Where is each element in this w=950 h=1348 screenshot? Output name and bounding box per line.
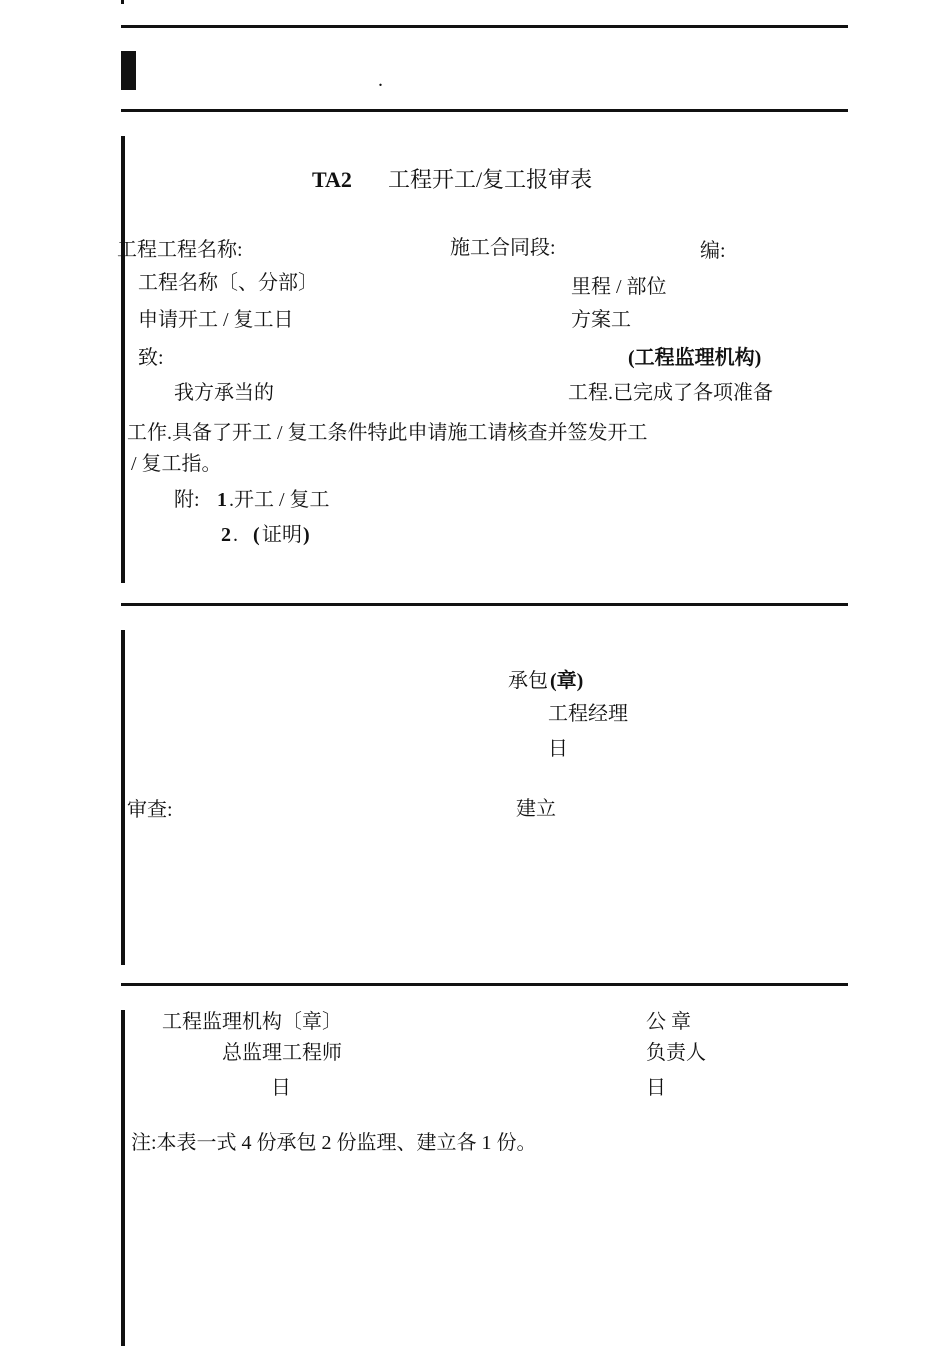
attachment1-text: .开工 / 复工 [229,489,330,511]
sub-project-label: 工程名称〔、分部〕 [138,272,318,294]
attachments-label: 附: [174,489,200,511]
attachment2-paren-open: ( [253,524,260,546]
rule-top [121,25,848,28]
owner-label: 建立 [516,798,556,820]
public-seal-label: 公 章 [646,1011,691,1033]
supervisor-org-seal: 工程监理机构〔章〕 [162,1011,342,1033]
section3-left-border [121,1010,125,1346]
body-line1-a: 我方承当的 [174,382,274,404]
form-note: 注:本表一式 4 份承包 2 份监理、建立各 1 份。 [131,1132,537,1154]
form-title: 工程开工/复工报审表 [388,167,593,192]
header-block-mark [121,51,136,90]
header-dot: . [378,69,383,91]
chief-engineer-label: 总监理工程师 [222,1042,342,1064]
contract-section-label: 施工合同段: [450,237,556,259]
body-line3: / 复工指。 [131,453,222,475]
top-tick [121,0,124,4]
person-in-charge-label: 负责人 [646,1042,706,1064]
section2-left-border [121,630,125,965]
contractor-date-label: 日 [548,738,568,760]
signoff-date-left: 日 [271,1077,291,1099]
plan-label: 方案工 [571,309,631,331]
rule-section2-bottom [121,983,848,986]
attachment2-paren-close: ) [303,524,310,546]
rule-header-bottom [121,109,848,112]
attachment2-text: 证明 [262,524,302,546]
mileage-label: 里程 / 部位 [571,276,667,298]
body-line1-b: 工程.已完成了各项准备 [568,382,773,404]
attachment2-number: 2 [221,524,231,546]
supervisor-org-label: (工程监理机构) [628,347,762,369]
section1-left-border [121,136,125,583]
apply-date-label: 申请开工 / 复工日 [138,309,294,331]
contractor-seal-label: 承包 [508,670,548,692]
project-manager-label: 工程经理 [548,703,628,725]
review-label: 审查: [127,799,173,821]
contractor-seal-paren: (章) [550,670,584,692]
project-name-label: 工程工程名称: [117,239,243,261]
rule-section1-bottom [121,603,848,606]
attachment2-dot: . [233,524,238,546]
to-label: 致: [138,347,164,369]
number-label: 编: [700,240,726,262]
body-line2: 工作.具备了开工 / 复工条件特此申请施工请核查并签发开工 [127,422,648,444]
form-code: TA2 [312,167,352,192]
attachment1-number: 1 [217,489,227,511]
signoff-date-right: 日 [646,1077,666,1099]
